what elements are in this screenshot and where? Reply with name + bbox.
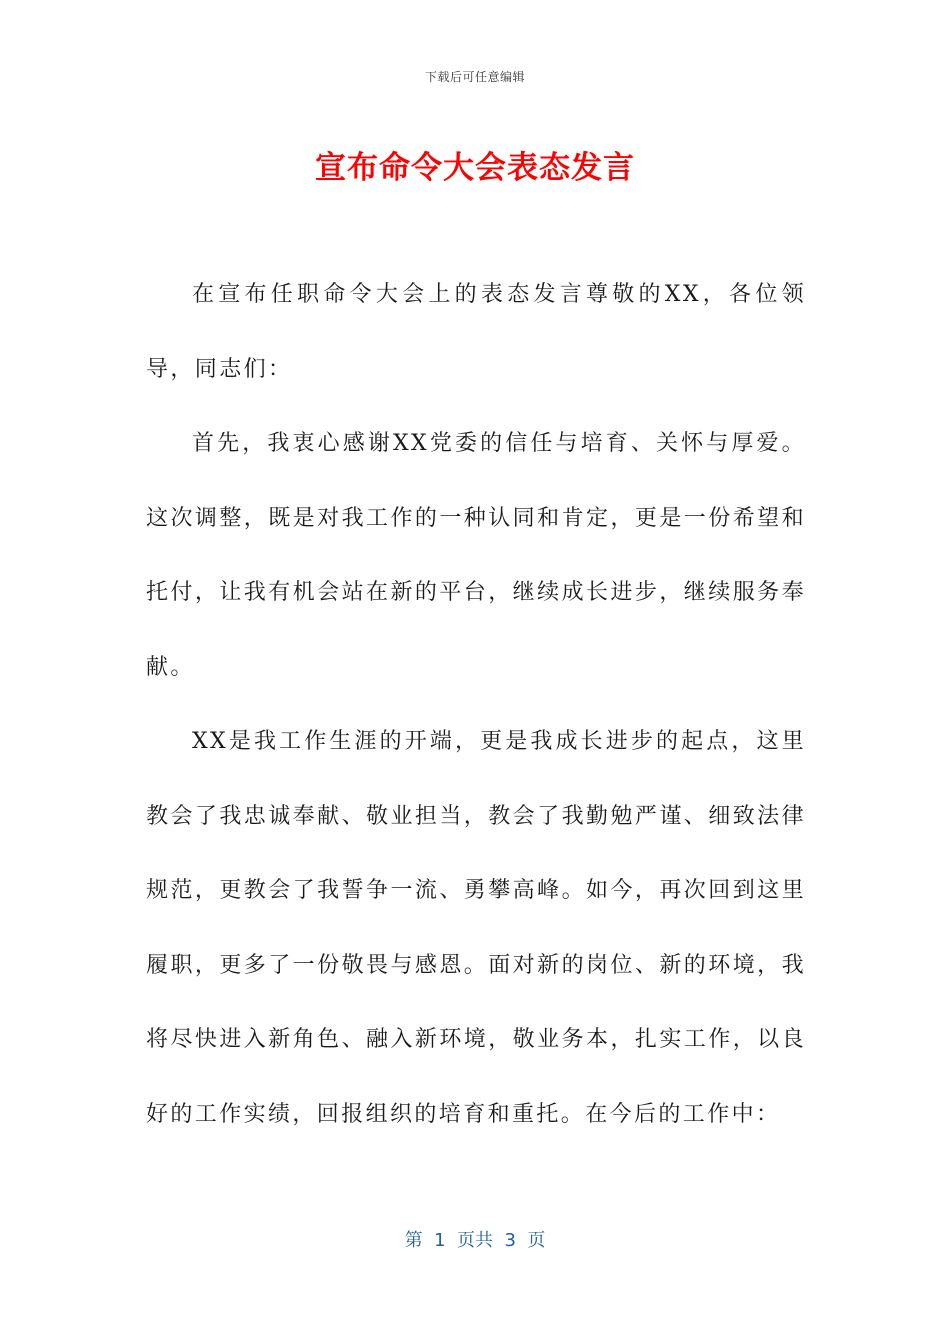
paragraph-career (146, 705, 806, 1152)
paragraph-thanks (146, 407, 806, 705)
paragraph-text: 在宣布任职命令大会上的表态发言尊敬的XX，各位领导，同志们： (146, 282, 806, 382)
paragraph-text: XX是我工作生涯的开端，更是我成长进步的起点，这里教会了我忠诚奉献、敬业担当，教会了我勤勉严谨、细致法律规范，更教会了我誓争一流、勇攀高峰。如今，再次回到这里履职，更多了一份敬畏与感恩。面对新的岗位、新的环境，我将尽快进入新角色、融入新环境，敬业务本，扎实工作，以良好的工作实绩，回报组织的培育和重托。在今后的工作中： (146, 729, 806, 1127)
document-title: 宣布命令大会表态发言 (315, 150, 635, 186)
header-note: 下载后可任意编辑 (424, 70, 525, 84)
paragraph-text: 首先，我衷心感谢XX党委的信任与培育、关怀与厚爱。这次调整，既是对我工作的一种认同和肯定，更是一份希望和托付，让我有机会站在新的平台，继续成长进步，继续服务奉献。 (146, 431, 806, 680)
paragraph-greeting (146, 258, 806, 407)
page-number-footer: 第 1 页共 3 页 (404, 1230, 546, 1251)
